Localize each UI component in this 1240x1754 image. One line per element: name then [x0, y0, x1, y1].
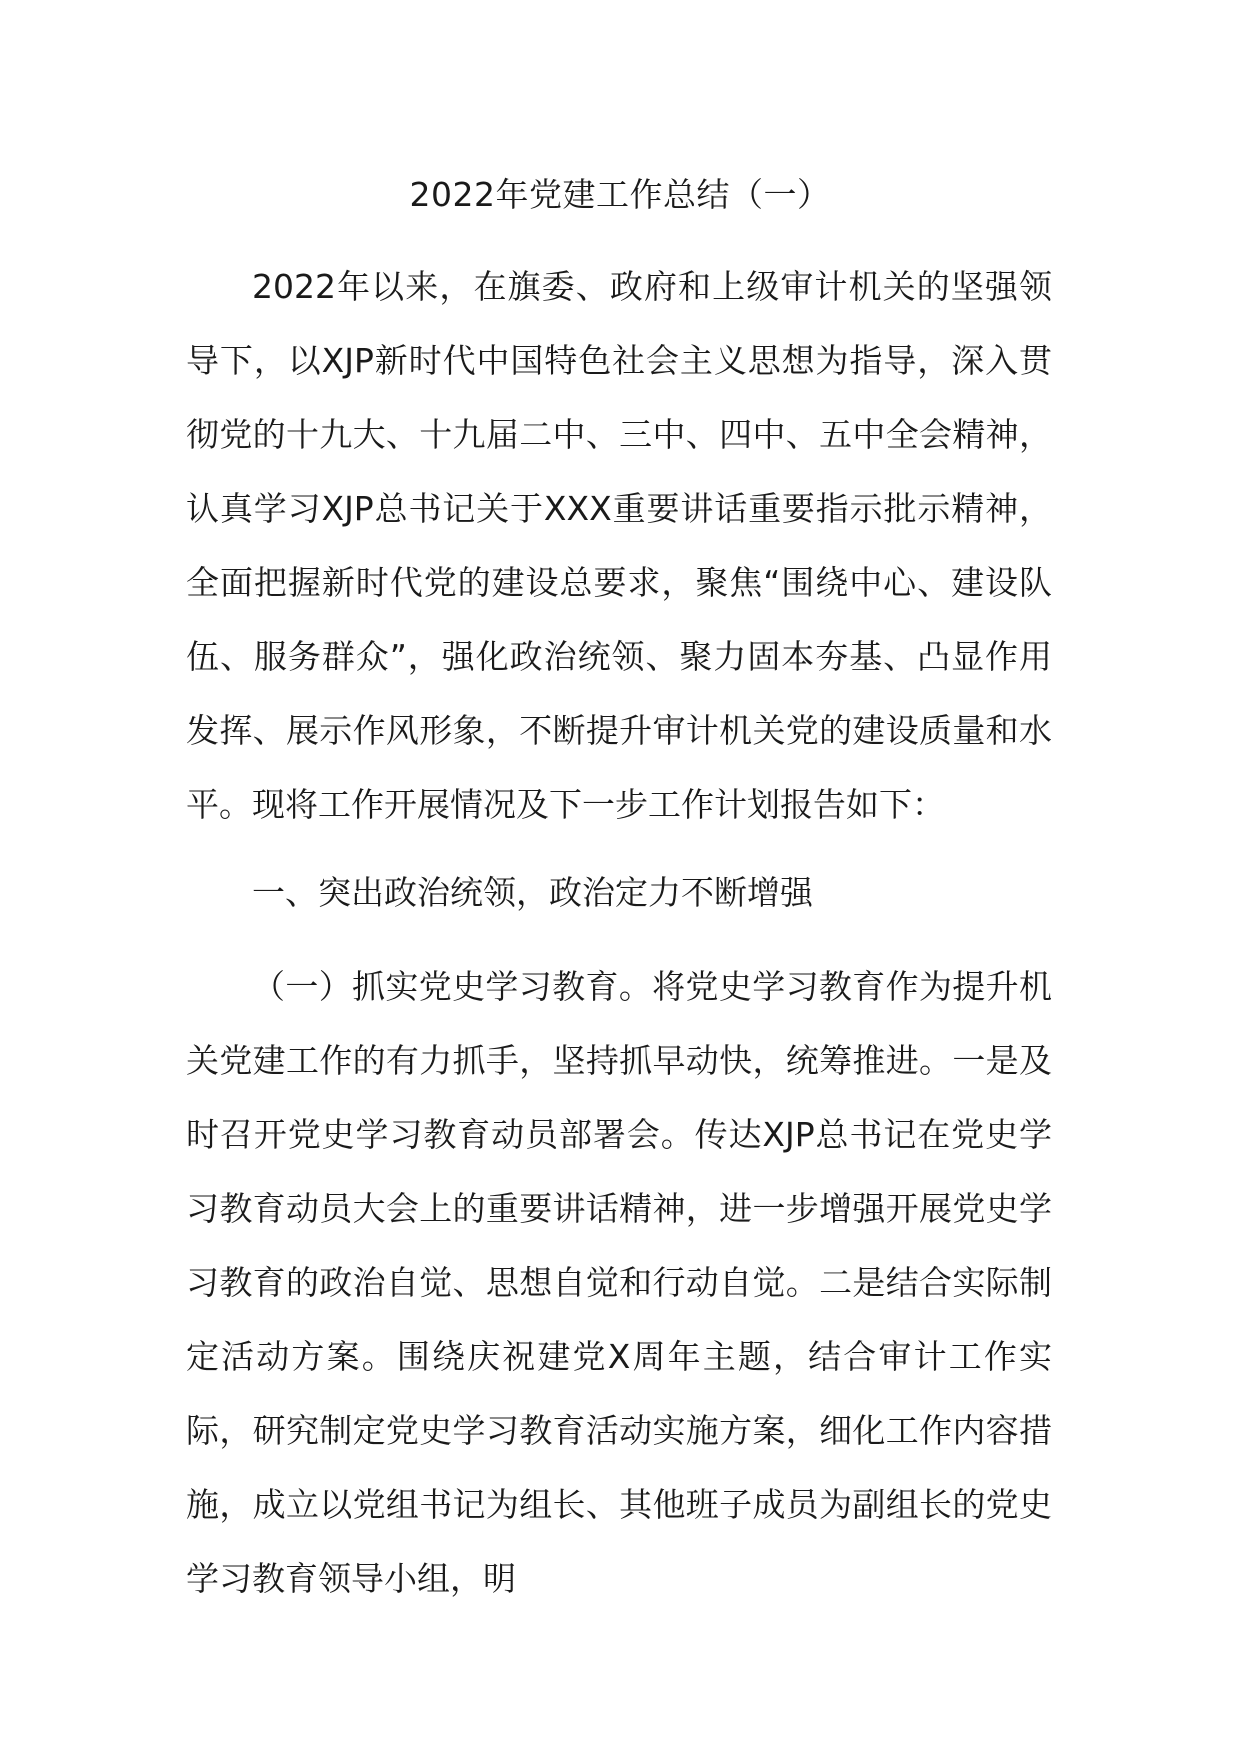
intro-paragraph: 2022年以来，在旗委、政府和上级审计机关的坚强领导下，以XJP新时代中国特色社会主义思想为指导，深入贯彻党的十九大、十九届二中、三中、四中、五中全会精神，认真学习XJP总书记关于XXX重要讲话重要指示批示精神，全面把握新时代党的建设总要求，聚焦“围绕中心、建设队伍、服务群众”，强化政治统领、聚力固本夯基、凸显作用发挥、展示作风形象，不断提升审计机关党的建设质量和水平。现将工作开展情况及下一步工作计划报告如下：: [186, 267, 1052, 824]
section-heading: 一、突出政治统领，政治定力不断增强: [252, 873, 813, 912]
subsection-paragraph: （一）抓实党史学习教育。将党史学习教育作为提升机关党建工作的有力抓手，坚持抓早动快，统筹推进。一是及时召开党史学习教育动员部署会。传达XJP总书记在党史学习教育动员大会上的重要讲话精神，进一步增强开展党史学习教育的政治自觉、思想自觉和行动自觉。二是结合实际制定活动方案。围绕庆祝建党X周年主题，结合审计工作实际，研究制定党史学习教育活动实施方案，细化工作内容措施，成立以党组书记为组长、其他班子成员为副组长的党史学习教育领导小组，明: [186, 967, 1052, 1598]
document-title: 2022年党建工作总结（一）: [409, 175, 831, 214]
